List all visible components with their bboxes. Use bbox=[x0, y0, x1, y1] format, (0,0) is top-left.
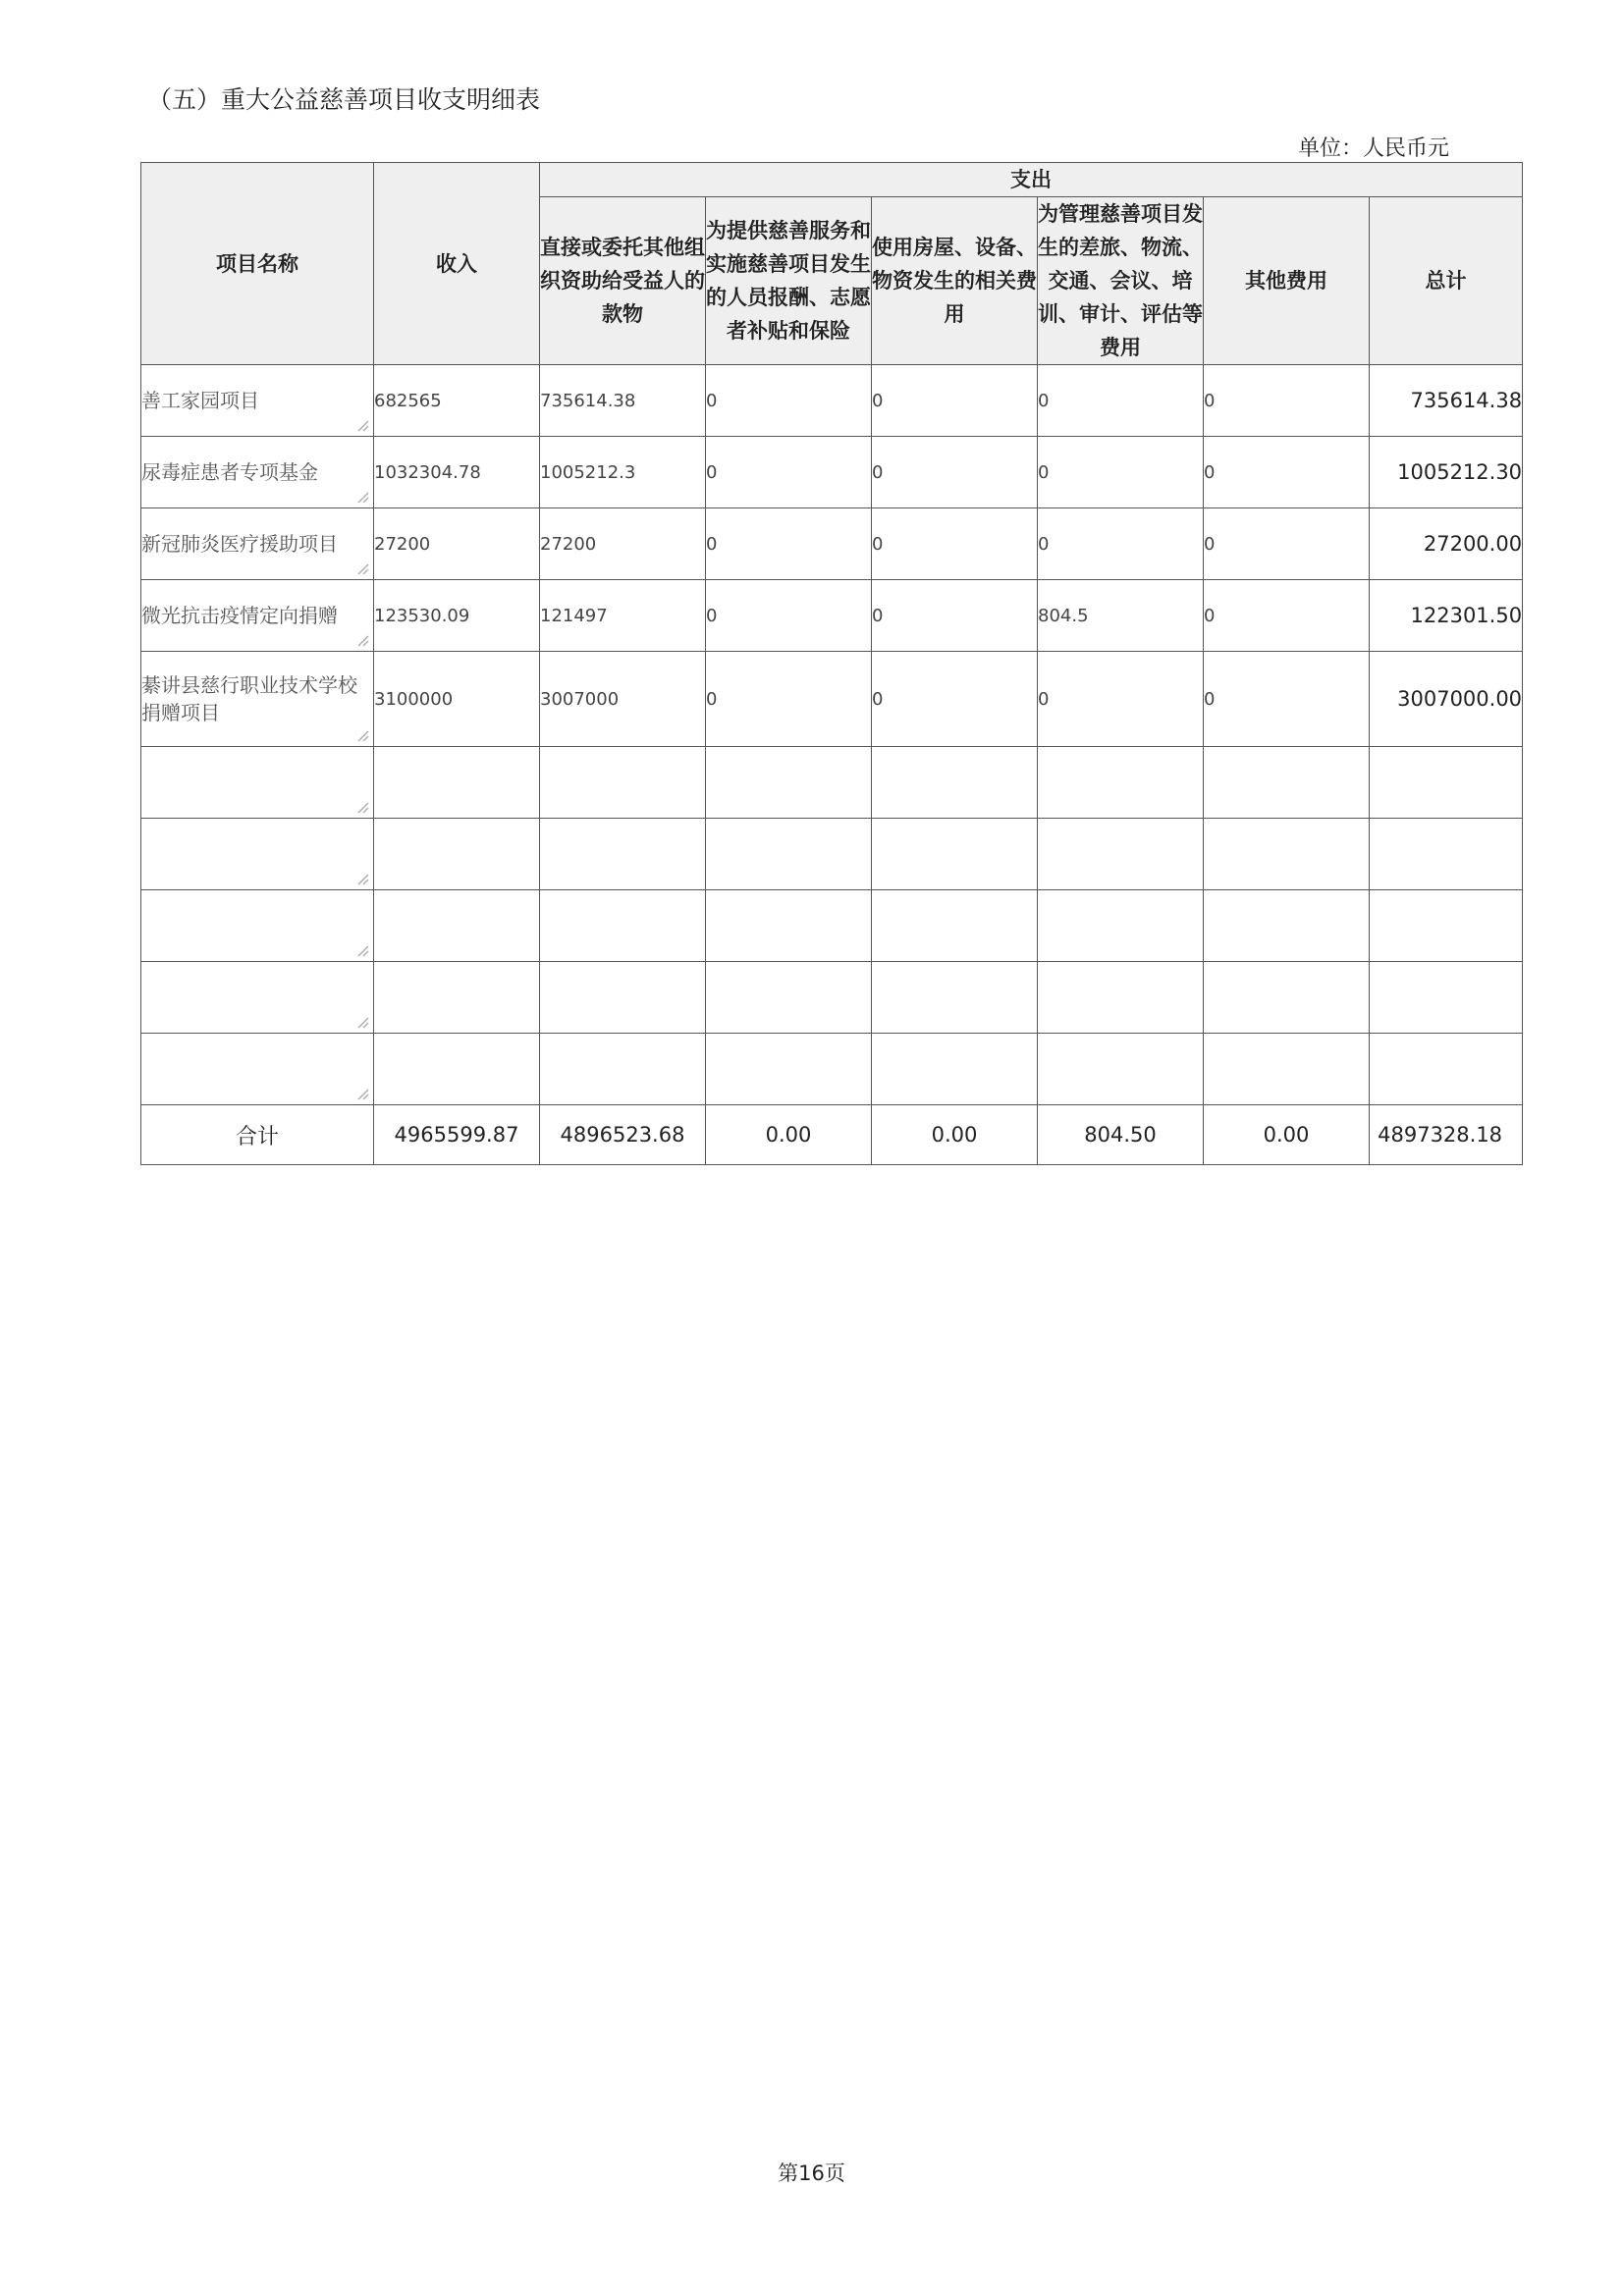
total-cell: 1005212.30 bbox=[1370, 437, 1523, 508]
income-cell[interactable] bbox=[374, 747, 540, 819]
income-cell[interactable]: 123530.09 bbox=[374, 580, 540, 652]
header-other: 其他费用 bbox=[1204, 197, 1370, 365]
admin-cell[interactable]: 804.5 bbox=[1038, 580, 1204, 652]
income-cell[interactable] bbox=[374, 962, 540, 1034]
resize-grip-icon[interactable] bbox=[355, 633, 369, 647]
project-name-field[interactable] bbox=[141, 508, 374, 580]
header-property: 使用房屋、设备、物资发生的相关费用 bbox=[872, 197, 1038, 365]
summary-personnel: 0.00 bbox=[706, 1105, 872, 1165]
resize-grip-icon[interactable] bbox=[355, 1087, 369, 1100]
personnel-cell[interactable] bbox=[706, 1034, 872, 1105]
admin-cell[interactable] bbox=[1038, 819, 1204, 890]
total-cell: 735614.38 bbox=[1370, 365, 1523, 437]
other-cell[interactable]: 0 bbox=[1204, 508, 1370, 580]
empty-table-row bbox=[141, 962, 1523, 1034]
total-cell: 3007000.00 bbox=[1370, 652, 1523, 747]
direct-aid-cell[interactable]: 121497 bbox=[540, 580, 706, 652]
income-cell[interactable]: 1032304.78 bbox=[374, 437, 540, 508]
project-name-field[interactable] bbox=[141, 819, 374, 890]
other-cell[interactable] bbox=[1204, 962, 1370, 1034]
total-cell: 27200.00 bbox=[1370, 508, 1523, 580]
summary-direct-aid: 4896523.68 bbox=[540, 1105, 706, 1165]
direct-aid-cell[interactable] bbox=[540, 890, 706, 962]
header-admin: 为管理慈善项目发生的差旅、物流、交通、会议、培训、审计、评估等费用 bbox=[1038, 197, 1204, 365]
project-name-text: 善工家园项目 bbox=[141, 389, 259, 412]
charity-project-table bbox=[140, 162, 1523, 1165]
admin-cell[interactable]: 0 bbox=[1038, 365, 1204, 437]
header-total: 总计 bbox=[1370, 197, 1523, 365]
header-project-name: 项目名称 bbox=[141, 163, 374, 365]
other-cell[interactable]: 0 bbox=[1204, 652, 1370, 747]
property-cell[interactable] bbox=[872, 962, 1038, 1034]
project-name-field[interactable] bbox=[141, 890, 374, 962]
property-cell[interactable] bbox=[872, 819, 1038, 890]
table-row bbox=[141, 580, 1523, 652]
admin-cell[interactable]: 0 bbox=[1038, 508, 1204, 580]
income-cell[interactable] bbox=[374, 1034, 540, 1105]
admin-cell[interactable] bbox=[1038, 962, 1204, 1034]
income-cell[interactable] bbox=[374, 819, 540, 890]
project-name-field[interactable] bbox=[141, 1034, 374, 1105]
personnel-cell[interactable]: 0 bbox=[706, 365, 872, 437]
summary-row bbox=[141, 1105, 1523, 1165]
personnel-cell[interactable] bbox=[706, 962, 872, 1034]
unit-label: 单位：人民币元 bbox=[1298, 136, 1450, 161]
property-cell[interactable] bbox=[872, 890, 1038, 962]
header-expense-group: 支出 bbox=[540, 163, 1523, 197]
resize-grip-icon[interactable] bbox=[355, 872, 369, 885]
total-cell bbox=[1370, 962, 1523, 1034]
project-name-field[interactable] bbox=[141, 652, 374, 747]
other-cell[interactable] bbox=[1204, 1034, 1370, 1105]
header-income: 收入 bbox=[374, 163, 540, 365]
empty-table-row bbox=[141, 1034, 1523, 1105]
total-cell bbox=[1370, 1034, 1523, 1105]
project-name-field[interactable] bbox=[141, 962, 374, 1034]
resize-grip-icon[interactable] bbox=[355, 728, 369, 742]
total-cell bbox=[1370, 819, 1523, 890]
empty-table-row bbox=[141, 819, 1523, 890]
summary-property: 0.00 bbox=[872, 1105, 1038, 1165]
personnel-cell[interactable]: 0 bbox=[706, 508, 872, 580]
header-personnel: 为提供慈善服务和实施慈善项目发生的人员报酬、志愿者补贴和保险 bbox=[706, 197, 872, 365]
project-name-field[interactable] bbox=[141, 747, 374, 819]
summary-income: 4965599.87 bbox=[374, 1105, 540, 1165]
property-cell[interactable] bbox=[872, 747, 1038, 819]
property-cell[interactable]: 0 bbox=[872, 437, 1038, 508]
total-cell: 122301.50 bbox=[1370, 580, 1523, 652]
empty-table-row bbox=[141, 747, 1523, 819]
other-cell[interactable] bbox=[1204, 747, 1370, 819]
direct-aid-cell[interactable]: 735614.38 bbox=[540, 365, 706, 437]
income-cell[interactable]: 682565 bbox=[374, 365, 540, 437]
summary-other: 0.00 bbox=[1204, 1105, 1370, 1165]
direct-aid-cell[interactable] bbox=[540, 1034, 706, 1105]
direct-aid-cell[interactable] bbox=[540, 747, 706, 819]
project-name-text: 尿毒症患者专项基金 bbox=[141, 460, 318, 484]
page-number: 第16页 bbox=[778, 2162, 845, 2185]
other-cell[interactable]: 0 bbox=[1204, 365, 1370, 437]
personnel-cell[interactable]: 0 bbox=[706, 580, 872, 652]
income-cell[interactable]: 27200 bbox=[374, 508, 540, 580]
section-title: （五）重大公益慈善项目收支明细表 bbox=[147, 85, 541, 114]
income-cell[interactable]: 3100000 bbox=[374, 652, 540, 747]
resize-grip-icon[interactable] bbox=[355, 561, 369, 575]
admin-cell[interactable]: 0 bbox=[1038, 437, 1204, 508]
property-cell[interactable]: 0 bbox=[872, 508, 1038, 580]
resize-grip-icon[interactable] bbox=[355, 1015, 369, 1029]
other-cell[interactable] bbox=[1204, 819, 1370, 890]
table-row bbox=[141, 365, 1523, 437]
header-direct-aid: 直接或委托其他组织资助给受益人的款物 bbox=[540, 197, 706, 365]
table-row bbox=[141, 652, 1523, 747]
personnel-cell[interactable] bbox=[706, 819, 872, 890]
resize-grip-icon[interactable] bbox=[355, 943, 369, 957]
admin-cell[interactable] bbox=[1038, 747, 1204, 819]
other-cell[interactable]: 0 bbox=[1204, 437, 1370, 508]
other-cell[interactable] bbox=[1204, 890, 1370, 962]
property-cell[interactable]: 0 bbox=[872, 652, 1038, 747]
property-cell[interactable] bbox=[872, 1034, 1038, 1105]
total-cell bbox=[1370, 890, 1523, 962]
table-row bbox=[141, 437, 1523, 508]
empty-table-row bbox=[141, 890, 1523, 962]
summary-label: 合计 bbox=[141, 1105, 374, 1165]
resize-grip-icon[interactable] bbox=[355, 800, 369, 814]
admin-cell[interactable]: 0 bbox=[1038, 652, 1204, 747]
direct-aid-cell[interactable]: 27200 bbox=[540, 508, 706, 580]
total-cell bbox=[1370, 747, 1523, 819]
other-cell[interactable]: 0 bbox=[1204, 580, 1370, 652]
income-cell[interactable] bbox=[374, 890, 540, 962]
admin-cell[interactable] bbox=[1038, 1034, 1204, 1105]
admin-cell[interactable] bbox=[1038, 890, 1204, 962]
direct-aid-cell[interactable]: 1005212.3 bbox=[540, 437, 706, 508]
direct-aid-cell[interactable]: 3007000 bbox=[540, 652, 706, 747]
resize-grip-icon[interactable] bbox=[355, 418, 369, 432]
summary-total: 4897328.18 bbox=[1370, 1105, 1523, 1165]
project-name-field[interactable] bbox=[141, 365, 374, 437]
resize-grip-icon[interactable] bbox=[355, 490, 369, 504]
personnel-cell[interactable]: 0 bbox=[706, 652, 872, 747]
summary-admin: 804.50 bbox=[1038, 1105, 1204, 1165]
property-cell[interactable]: 0 bbox=[872, 365, 1038, 437]
personnel-cell[interactable] bbox=[706, 747, 872, 819]
project-name-field[interactable] bbox=[141, 580, 374, 652]
property-cell[interactable]: 0 bbox=[872, 580, 1038, 652]
direct-aid-cell[interactable] bbox=[540, 819, 706, 890]
project-name-text: 綦讲县慈行职业技术学校捐赠项目 bbox=[141, 673, 357, 724]
project-name-text: 微光抗击疫情定向捐赠 bbox=[141, 604, 338, 627]
direct-aid-cell[interactable] bbox=[540, 962, 706, 1034]
project-name-field[interactable] bbox=[141, 437, 374, 508]
personnel-cell[interactable]: 0 bbox=[706, 437, 872, 508]
personnel-cell[interactable] bbox=[706, 890, 872, 962]
project-name-text: 新冠肺炎医疗援助项目 bbox=[141, 532, 338, 556]
table-row bbox=[141, 508, 1523, 580]
